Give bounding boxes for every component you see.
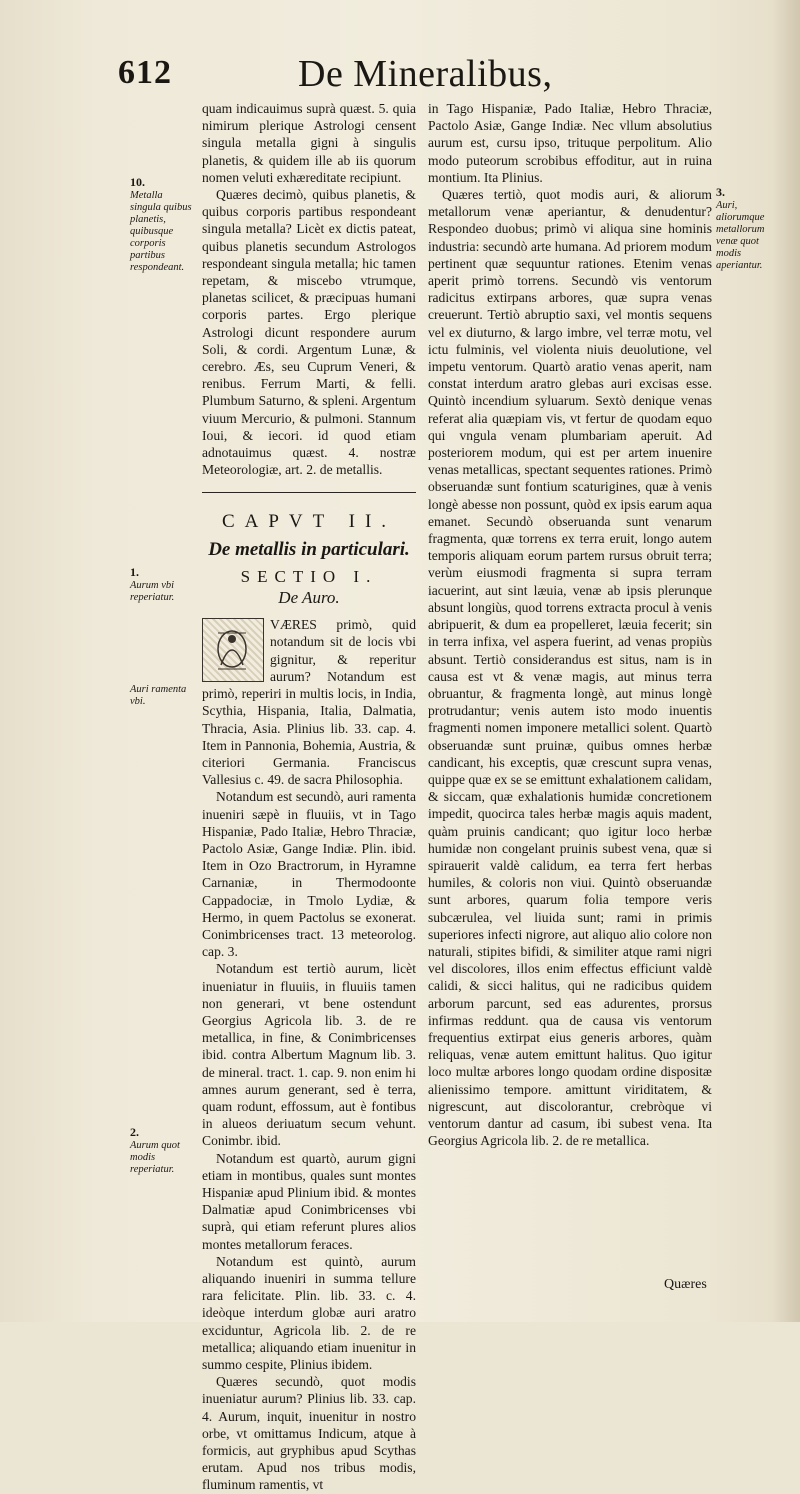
margin-note-3 bbox=[716, 186, 772, 272]
section-subtitle: De Auro. bbox=[278, 588, 340, 608]
page-number: 612 bbox=[118, 54, 172, 91]
margin-note-text: Aurum quot modis reperiatur. bbox=[130, 1140, 180, 1175]
ornamental-initial-icon bbox=[202, 618, 264, 682]
paragraph: Quæres tertiò, quot modis auri, & aliorum metallorum venæ aperiantur, & denudentur? Respondeo duobus; primò vi aliqua sine hominis industria: secundò arte humana. Ad priorem modum pertinent quæ sequuntur rationes. Etenim venas aperit primò torrens. Secundò vis ventorum radicitus extirpans arbores, quæ supra venas creuerunt. Tertiò abruptio saxi, vel montis sequens vel ex diuturno, & largo imbre, vel terræ motu, vel ictu fulminis, vel violenta niuis deuolutione, vel impetu ventorum. Quartò aratio venas aperit, nam constat interdum aratro glebas auri excisas esse. Quintò incendium syluarum. Sextò denique venas referat alia quæpiam vis, vt fertur de quodam equo qui vngula venam plumbariam aperuit. Ad posteriorem modum, qui est per artem inuenire venas metallicas, spectant sequentes rationes. Primò obseruandæ sunt fontium scaturigines, quæ à venis longè abesse non possunt, quòd ex ipsis earum aqua emanet. Secundò obseruanda sunt venarum fragmenta, quæ torrens ex terra eruit, longo autem temporis aliquam eorum partem rursus obruit terra; verùm eiusmodi fragmenta si supra terram iacuerint, aut sint læuia, venæ ab ipsis plerunque absunt longiùs, quod torrens extracta procul à venis abripuerit, & dum ea propelleret, læuia fecerit; sin in terra infixa, vel aspera fuerint, ad venas propiùs absunt. Tertiò considerandus est situs, nam is in causa est vt & venæ magis, aut minus terra obruantur, & fragmenta longè, aut minus longè protrudantur; venis autem isto modo inuentis fragmenti nomen imponere metallici solent. Quartò obseruandæ sunt pruinæ, quibus omnes herbæ candicant, his exceptis, quæ crescunt supra venas, quippe quæ ex se se emittunt exhalationem calidam, & siccam, quæ exhalationis humidæ concretionem impedit, quocirca tales herbæ magis aquis madent, quàm pruinis candicant; quo igitur loco herbæ humidæ non congelant pruinis subest vena, quæ si spirauerit valdè calidum, ea terra fert herbas humiles, & coloris non viui. Quintò obseruandæ sunt arbores, quarum folia tempore veris subcærulea, vel liuida sunt; rami in primis superiores infecti nigrore, aut aliquo alio colore non naturali, stipites bifidi, & similiter atque rami nigri vel discolores, illos enim effectus efficiunt valdè calidi, & sicci halitus, qui ne radicibus quidem arborum parcunt, sed eas adurentes, prorsus infirmas reddunt. qua de causa vis ventorum frequentius extirpat eius generis arbores, quàm reliquas, venæ autem emittunt halitus. Quo igitur loco multæ arbores longo quodam ordine dispositæ alienissimo tempore. amittunt viriditatem, & nigrescunt, aut discolorantur, crebròque vi ventorum dantur ad casum, ibi subest vena. Ita Georgius Agricola lib. 2. de re metallica. bbox=[428, 187, 712, 1149]
paragraph: Notandum est secundò, auri ramenta inueniri sæpè in fluuiis, vt in Tago Hispaniæ, Pado Italiæ, Hebro Thraciæ, Pactolo Asiæ, Gange Indiæ. Plin. ibid. Item in Ozo Bractrorum, in Hyramne Carnaniæ, in Thermodoonte Cappadociæ, in Tmolo Lydiæ, & Hermo, in quem Pactolus se exonerat. Conimbricenses tract. 13 meteorolog. cap. 3. bbox=[202, 789, 416, 960]
margin-note-ramenta bbox=[130, 684, 196, 708]
margin-note-text: Auri ramenta vbi. bbox=[130, 684, 187, 707]
margin-note-1 bbox=[130, 566, 196, 604]
paragraph: in Tago Hispaniæ, Pado Italiæ, Hebro Thraciæ, Pactolo Asiæ, Gange Indiæ. Nec vllum absolutius aurum est, cursu ipso, trituque perpolitum. Alio modo puteorum scrobibus effoditur, aut in ruina montium. Ita Plinius. bbox=[428, 101, 712, 185]
margin-note-number: 2. bbox=[130, 1125, 139, 1139]
margin-note-text: Auri, aliorumque metallorum venæ quot modis aperiantur. bbox=[716, 200, 765, 271]
left-column bbox=[202, 100, 416, 1494]
right-column bbox=[428, 100, 712, 1149]
section-title: SECTIO I. bbox=[240, 566, 378, 586]
dropcap-paragraph bbox=[202, 616, 416, 788]
running-title: De Mineralibus, bbox=[298, 53, 553, 95]
page-header bbox=[118, 52, 778, 102]
paragraph: Notandum est quartò, aurum gigni etiam in montibus, quales sunt montes Hispaniæ apud Plinium ibid. & montes Dalmatiæ apud Conimbricenses vbi suprà, qui etiam referunt plures alios montes metallorum feraces. bbox=[202, 1150, 416, 1252]
page-edge-shadow bbox=[772, 0, 800, 1322]
paragraph: quam indicauimus suprà quæst. 5. quia nimirum plerique Astrologi censent singula metalla gigni à singulis planetis, & quidem ille ab iis quorum nomen veluti exhæreditate recipiunt. bbox=[202, 101, 416, 185]
chapter-title: CAPVT II. bbox=[221, 511, 397, 533]
margin-note-number: 3. bbox=[716, 185, 725, 199]
margin-note-text: Aurum vbi reperiatur. bbox=[130, 580, 175, 603]
paragraph: Notandum est tertiò aurum, licèt inueniatur in fluuiis, in fluuiis tamen non generari, vt bene ostendunt Georgius Agricola lib. 3. de re metallica, in fine, & Conimbricenses ibid. contra Albertum Magnum lib. 3. de mineral. tract. 1. cap. 9. non enim hi amnes aurum generant, sed è terra, quam rodunt, effossum, aut è fontibus in alueos deriuatum secum vehunt. Conimbr. ibid. bbox=[202, 961, 416, 1149]
paragraph: Quæres secundò, quot modis inueniatur aurum? Plinius lib. 33. cap. 4. Aurum, inquit, inuenitur in nostro orbe, vt omittamus Indicum, atque à formicis, aut gryphibus apud Scythas erutam. Apud nos tribus modis, fluminum ramentis, vt bbox=[202, 1374, 416, 1493]
margin-note-number: 10. bbox=[130, 175, 145, 189]
chapter-rule bbox=[202, 492, 416, 493]
margin-note-text: Metalla singula quibus planetis, quibusque corporis partibus respondeant. bbox=[130, 190, 192, 273]
margin-note-number: 1. bbox=[130, 565, 139, 579]
paragraph: Notandum est quintò, aurum aliquando inueniri in summa tellure rara felicitate. Plin. lib. 33. c. 4. ideòque interdum globæ auri aratro exciduntur, Agricola lib. 2. de re metallica; aliquando etiam inuenitur in summo cespite, Plinius ibidem. bbox=[202, 1253, 416, 1373]
paragraph: VÆRES primò, quid notandum sit de locis vbi gignitur, & reperitur aurum? Notandum est primò, reperiri in multis locis, in India, Scythia, Hispania, Italia, Dalmatia, Thracia, Asia. Plinius lib. 33. cap. 4. Item in Pannonia, Bohemia, Austria, & citeriori Germania. Franciscus Vallesius c. 49. de sacra Philosophia. bbox=[202, 617, 416, 788]
paragraph: Quæres decimò, quibus planetis, & quibus corporis partibus respondeant singula metalla? Licèt ex dictis pateat, quibus planetis secundum Astrologos respondeant singula metalla; hic tamen repetam, & miscebo vtrumque, planetas scilicet, & præcipuas humani corporis partes. Ergo plerique Astrologi dicunt respondere aurum Soli, & cordi. Argentum Lunæ, & cerebro. Æs, seu Cuprum Veneri, & renibus. Ferrum Marti, & felli. Plumbum Saturno, & spleni. Argentum viuum Mercurio, & pulmoni. Stannum Ioui, & iecori. id quod etiam adnotauimus quæst. 4. nostræ Meteorologiæ, art. 2. de metallis. bbox=[202, 187, 416, 478]
catchword: Quæres bbox=[664, 1277, 707, 1292]
chapter-subtitle: De metallis in particulari. bbox=[208, 538, 410, 560]
margin-note-2 bbox=[130, 1126, 196, 1176]
margin-note-10 bbox=[130, 176, 196, 274]
